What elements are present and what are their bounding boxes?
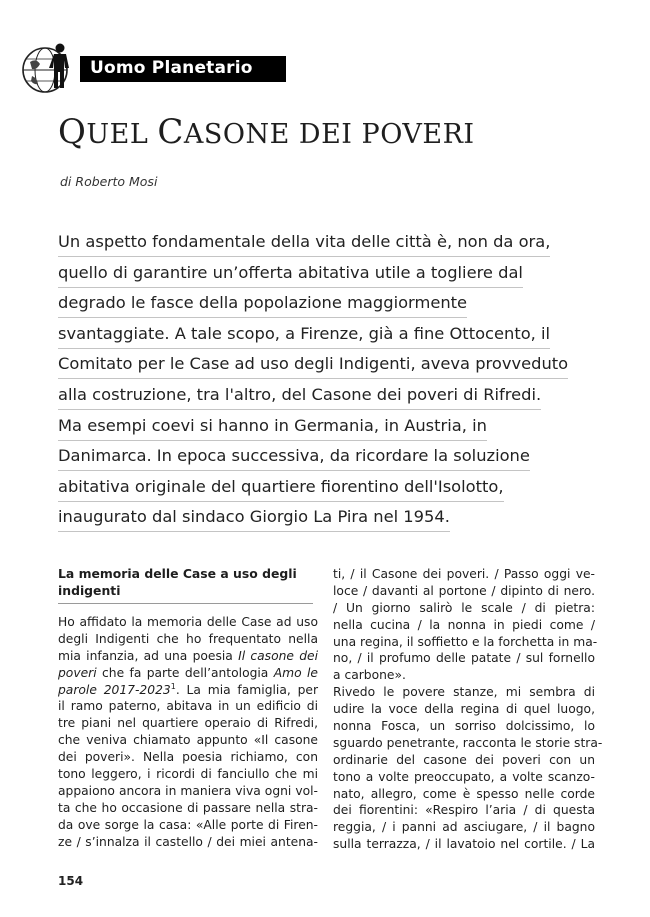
body-line: ti, / il Casone dei poveri. / Passo oggi ve- bbox=[333, 567, 595, 581]
abstract-line: Ma esempi coevi si hanno in Germania, in Austria, in bbox=[58, 411, 598, 442]
body-line: a carbone». bbox=[333, 668, 406, 683]
body-line: nonna Fosca, un sorriso dolcissimo, lo bbox=[333, 719, 595, 734]
body-line: sulla terrazza, / il lavatoio nel cortile. / La bbox=[333, 837, 595, 852]
title-initial-q: Q bbox=[58, 112, 87, 152]
body-line: ordinarie del casone dei poveri con un bbox=[333, 752, 595, 767]
body-line: il ramo paterno, abitava in un edificio di bbox=[58, 699, 318, 714]
abstract-line: degrado le fasce della popolazione maggiormente bbox=[58, 288, 598, 319]
abstract-line: svantaggiate. A tale scopo, a Firenze, già a fine Ottocento, il bbox=[58, 319, 598, 350]
body-line: tono a volte preoccupato, a volte scanzo- bbox=[333, 769, 595, 784]
footnote-ref: 1 bbox=[170, 681, 176, 691]
body-line: / Un giorno salirò le scale / di pietra: bbox=[333, 600, 595, 615]
body-line: da ove sorge la casa: «Alle porte di Firen- bbox=[58, 817, 318, 832]
body-line: Rivedo le povere stanze, mi sembra di bbox=[333, 685, 595, 700]
abstract-line: Comitato per le Case ad uso degli Indigenti, aveva provveduto bbox=[58, 349, 598, 380]
section-heading: La memoria delle Case a uso degli indigenti bbox=[58, 566, 297, 598]
left-column bbox=[58, 566, 318, 850]
abstract-line: quello di garantire un’offerta abitativa utile a togliere dal bbox=[58, 258, 598, 289]
article-author: di Roberto Mosi bbox=[60, 174, 158, 189]
body-line: degli Indigenti che ho frequentato nella bbox=[58, 631, 318, 646]
abstract-line: abitativa originale del quartiere fiorentino dell'Isolotto, bbox=[58, 472, 598, 503]
body-line: appaiono ancora in maniera viva ogni vol- bbox=[58, 783, 318, 798]
body-line: che veniva chiamato appunto «Il casone bbox=[58, 733, 318, 748]
body-line: tono leggero, i ricordi di fanciullo che mi bbox=[58, 767, 318, 782]
body-line: tre piani nel quartiere operaio di Rifredi, bbox=[58, 716, 318, 731]
article-title bbox=[58, 112, 475, 152]
body-line: una regina, il soffietto e la forchetta in ma- bbox=[333, 634, 598, 649]
title-part-2: ASONE DEI POVERI bbox=[183, 119, 475, 150]
abstract-line: Un aspetto fondamentale della vita delle città è, non da ora, bbox=[58, 227, 598, 258]
banner-label: Uomo Planetario bbox=[90, 58, 253, 78]
body-line: reggia, / i panni ad asciugare, / il bagno bbox=[333, 820, 595, 835]
body-line: udire la voce della regina di quel luogo, bbox=[333, 702, 595, 717]
body-line: nato, allegro, come è spesso nelle corde bbox=[333, 786, 595, 801]
globe-man-icon bbox=[20, 40, 76, 98]
body-line: parole 2017-2023$^1$. La mia famiglia, per bbox=[58, 681, 318, 697]
title-initial-c: C bbox=[157, 112, 184, 152]
body-line: mia infanzia, ad una poesia Il casone dei bbox=[58, 648, 318, 663]
body-line: ze / s’innalza il castello / dei miei antena- bbox=[58, 834, 318, 849]
abstract-line: inaugurato dal sindaco Giorgio La Pira nel 1954. bbox=[58, 502, 598, 533]
body-line: sguardo penetrante, racconta le storie stra- bbox=[333, 735, 603, 750]
abstract bbox=[58, 227, 598, 533]
abstract-line: alla costruzione, tra l'altro, del Casone dei poveri di Rifredi. bbox=[58, 380, 598, 411]
page-number: 154 bbox=[58, 874, 84, 888]
body-line: dei fiorentini: «Respiro l’aria / di questa bbox=[333, 803, 595, 818]
section-divider bbox=[58, 603, 313, 604]
right-column bbox=[333, 566, 603, 853]
abstract-line: Danimarca. In epoca successiva, da ricordare la soluzione bbox=[58, 441, 598, 472]
title-part-1: UEL bbox=[86, 119, 158, 150]
body-line: Ho affidato la memoria delle Case ad uso bbox=[58, 615, 318, 629]
body-line: no, / il profumo delle patate / sul fornello bbox=[333, 651, 595, 666]
body-line: ta che ho occasione di passare nella stra- bbox=[58, 800, 318, 815]
body-line: loce / davanti al portone / dipinto di nero. bbox=[333, 583, 595, 598]
body-line: poveri che fa parte dell’antologia Amo le bbox=[58, 665, 318, 680]
section-banner bbox=[80, 56, 286, 82]
body-line: dei poveri». Nella poesia richiamo, con bbox=[58, 750, 318, 765]
body-line: nella cucina / la nonna in piedi come / bbox=[333, 617, 595, 632]
